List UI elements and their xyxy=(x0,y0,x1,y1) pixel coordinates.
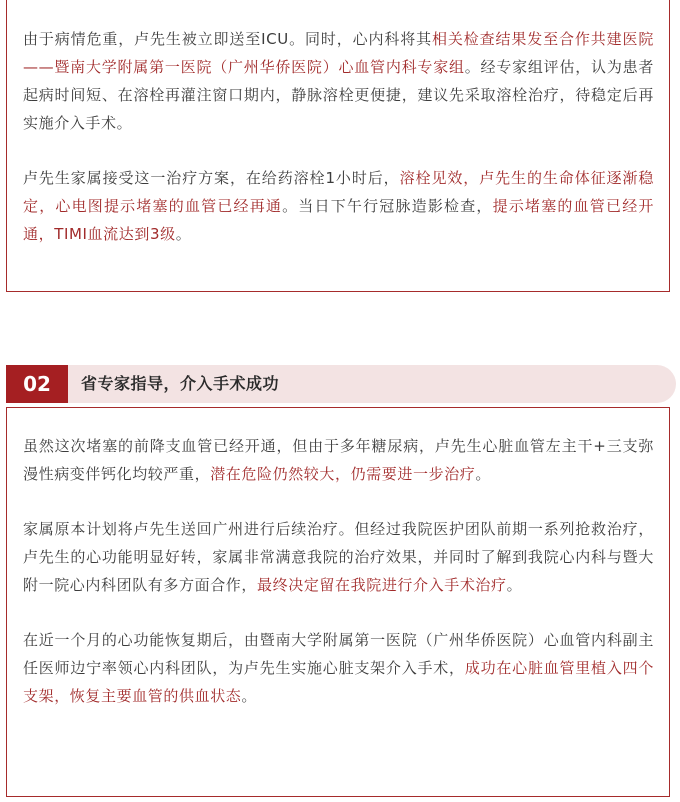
text-run: 。 xyxy=(475,465,492,483)
text-run: 。经专家组评估，认为患者起病时间短、在溶栓再灌注窗口期内，静脉溶栓更便捷，建议先采取溶栓治疗，待稳定后再实施介入手术。 xyxy=(23,58,654,132)
text-run: 。当日下午行冠脉造影检查， xyxy=(282,197,493,215)
section2-paragraph-2 xyxy=(23,515,654,599)
section-title: 省专家指导，介入手术成功 xyxy=(81,374,280,393)
section1-content-box xyxy=(6,0,670,292)
section1-paragraph-2 xyxy=(23,164,654,248)
highlight-text-run: 相关检查结果发至合作共建医院——暨南大学附属第一医院（广州华侨医院）心血管内科专家组 xyxy=(23,30,654,76)
text-run: 卢先生家属接受这一治疗方案，在给药溶栓1小时后， xyxy=(23,169,400,187)
section2-paragraph-3 xyxy=(23,626,654,710)
section-number-badge: 02 xyxy=(6,365,68,403)
text-run: 虽然这次堵塞的前降支血管已经开通，但由于多年糖尿病，卢先生心脏血管左主干+三支弥漫性病变伴钙化均较严重， xyxy=(23,437,654,483)
section2-header xyxy=(6,365,676,403)
highlight-text-run: 潜在危险仍然较大，仍需要进一步治疗 xyxy=(210,465,476,483)
text-run: 由于病情危重，卢先生被立即送至ICU。同时，心内科将其 xyxy=(23,30,432,48)
text-run: 在近一个月的心功能恢复期后，由暨南大学附属第一医院（广州华侨医院）心血管内科副主任医师边宁率领心内科团队，为卢先生实施心脏支架介入手术， xyxy=(23,631,654,677)
highlight-text-run: 提示堵塞的血管已经开通，TIMI血流达到3级 xyxy=(23,197,654,243)
text-run: 。 xyxy=(241,687,258,705)
text-run: 。 xyxy=(175,225,192,243)
highlight-text-run: 最终决定留在我院进行介入手术治疗 xyxy=(257,576,507,594)
highlight-text-run: 成功在心脏血管里植入四个支架，恢复主要血管的供血状态 xyxy=(23,659,654,705)
text-run: 。 xyxy=(506,576,523,594)
section2-content-box xyxy=(6,407,670,797)
highlight-text-run: 溶栓见效，卢先生的生命体征逐渐稳定，心电图提示堵塞的血管已经再通 xyxy=(23,169,654,215)
section1-paragraph-1 xyxy=(23,25,654,137)
section2-paragraph-1 xyxy=(23,432,654,488)
text-run: 家属原本计划将卢先生送回广州进行后续治疗。但经过我院医护团队前期一系列抢救治疗，卢先生的心功能明显好转，家属非常满意我院的治疗效果，并同时了解到我院心内科与暨大附一院心内科团队有多方面合作， xyxy=(23,520,654,594)
